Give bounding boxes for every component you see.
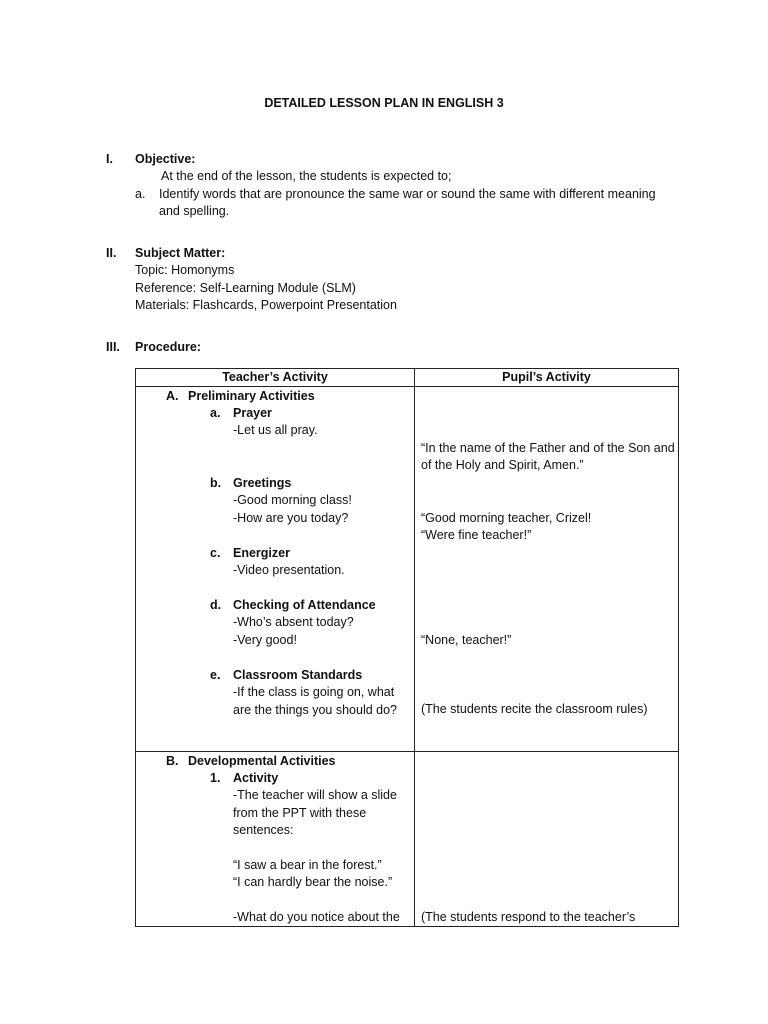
standards-item [210,667,410,719]
standards-line-2: are the things you should do? [233,702,398,717]
activity-response: (The students respond to the teacher’s [421,910,636,924]
activity-marker: 1. [210,771,221,785]
topic-line: Topic: Homonyms [135,263,235,278]
prayer-title: Prayer [233,406,272,420]
pupil-cell-preliminary [415,387,679,752]
reference-line: Reference: Self-Learning Module (SLM) [135,280,356,295]
greetings-response-2: “Were fine teacher!” [421,528,532,543]
activity-title: Activity [233,771,279,785]
standards-response: (The students recite the classroom rules) [421,702,648,716]
activity-item [210,770,410,927]
prayer-item [210,405,410,440]
attendance-line-1: -Who’s absent today? [233,615,354,630]
greetings-line-1: -Good morning class! [233,493,352,508]
teacher-cell-preliminary [136,387,415,752]
developmental-marker: B. [166,754,179,768]
objective-item-text: Identify words that are pronounce the same war or sound the same with different meaning and spelling. [159,186,656,219]
objective-intro: At the end of the lesson, the students is expected to; [161,169,452,184]
procedure-heading: Procedure: [135,340,201,354]
attendance-title: Checking of Attendance [233,598,376,612]
prayer-marker: a. [210,406,221,420]
greetings-line-2: -How are you today? [233,510,349,525]
greetings-response [421,510,677,545]
pupil-cell-developmental [415,752,679,927]
prayer-response: “In the name of the Father and of the Son and of the Holy and Spirit, Amen.” [421,441,675,473]
developmental-heading [166,753,336,770]
attendance-response: “None, teacher!” [421,633,512,647]
table-header-row [136,369,679,387]
standards-line-1: -If the class is going on, what [233,685,395,700]
greetings-item [210,475,410,527]
materials-line: Materials: Flashcards, Powerpoint Presentation [135,298,397,313]
procedure-numeral: III. [106,340,120,354]
preliminary-heading [166,388,315,405]
objective-heading: Objective: [135,152,196,166]
activity-line-3: sentences: [233,823,294,838]
energizer-marker: c. [210,546,221,560]
prayer-text: -Let us all pray. [233,423,318,438]
subject-matter-numeral: II. [106,246,117,260]
table-row [136,387,679,752]
subject-matter-heading: Subject Matter: [135,246,226,260]
table-row [136,752,679,927]
objective-numeral: I. [106,152,113,166]
teacher-cell-developmental [136,752,415,927]
pupil-column-header: Pupil’s Activity [415,369,679,387]
teacher-column-header: Teacher’s Activity [136,369,415,387]
standards-title: Classroom Standards [233,668,363,682]
activity-sentence-2: “I can hardly bear the noise.” [233,875,393,890]
attendance-line-2: -Very good! [233,632,297,647]
attendance-marker: d. [210,598,222,612]
procedure-table [135,368,679,927]
activity-line-1: -The teacher will show a slide [233,788,397,803]
objective-item [135,186,678,221]
greetings-response-1: “Good morning teacher, Crizel! [421,511,592,525]
developmental-title: Developmental Activities [188,754,336,768]
standards-marker: e. [210,668,221,682]
objective-item-marker: a. [135,186,146,201]
activity-sentence-1: “I saw a bear in the forest.” [233,858,382,873]
attendance-item [210,597,410,649]
activity-line-2: from the PPT with these [233,805,367,820]
energizer-item [210,545,410,580]
greetings-title: Greetings [233,476,292,490]
document-title: DETAILED LESSON PLAN IN ENGLISH 3 [264,96,504,110]
preliminary-marker: A. [166,389,179,403]
activity-question: -What do you notice about the [233,910,400,925]
preliminary-title: Preliminary Activities [188,389,315,403]
energizer-title: Energizer [233,546,290,560]
energizer-text: -Video presentation. [233,563,345,578]
greetings-marker: b. [210,476,222,490]
